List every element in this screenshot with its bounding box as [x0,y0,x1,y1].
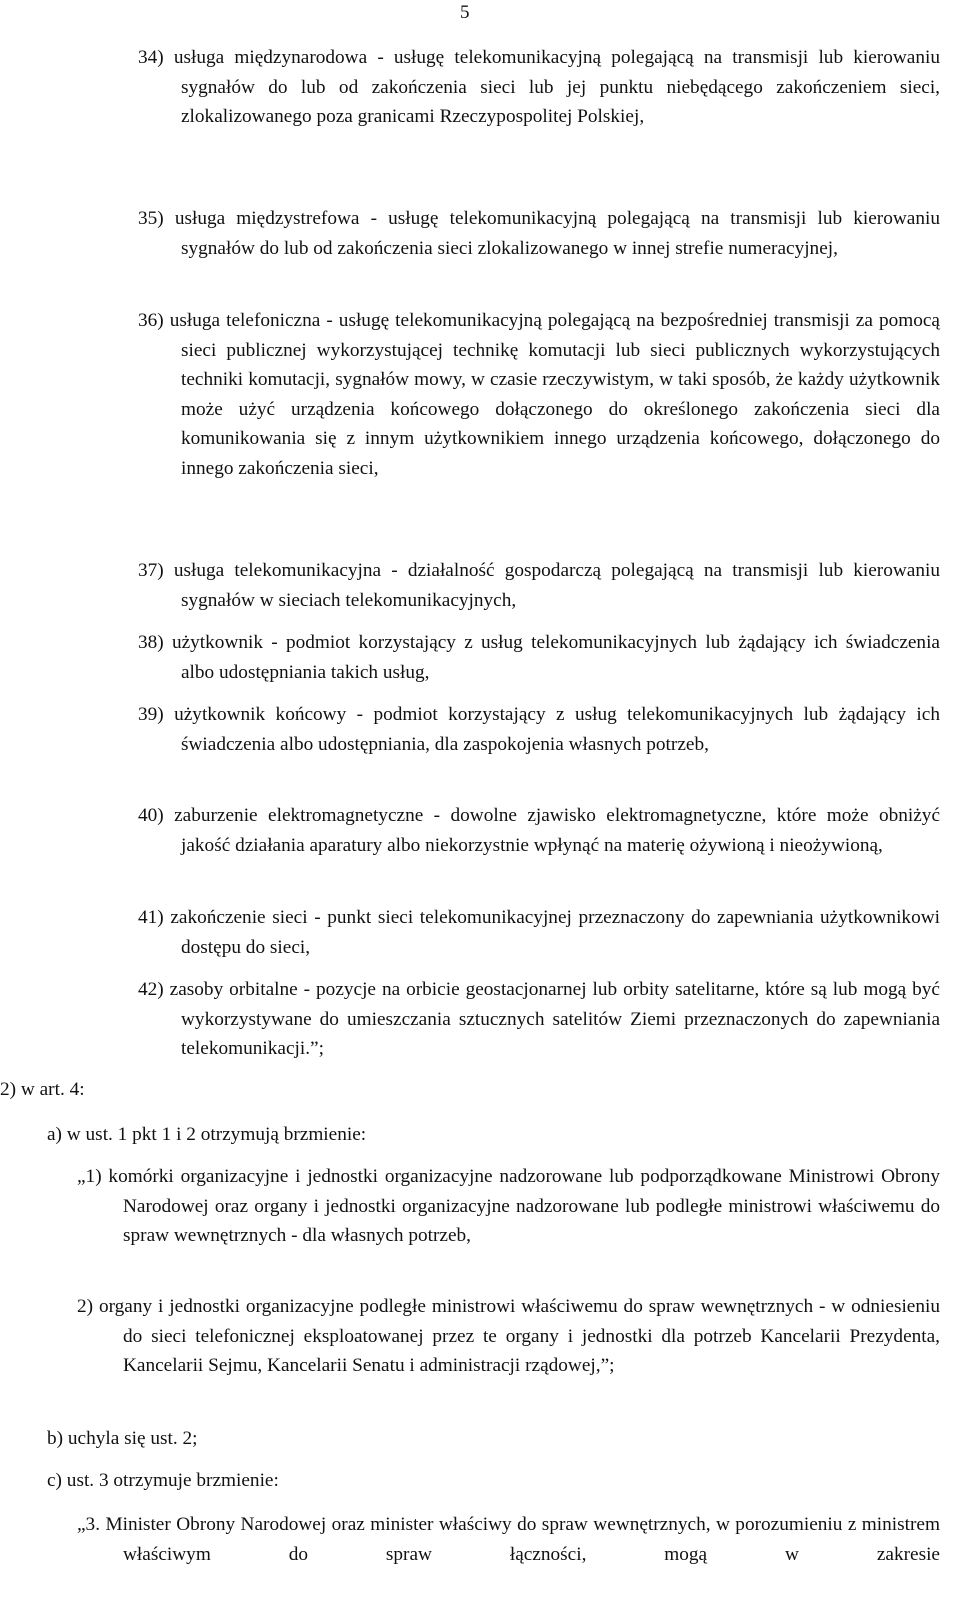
definition-41: 41) zakończenie sieci - punkt sieci telekomunikacyjnej przeznaczony do zapewniania użytkownikowi dostępu do sieci, [138,907,940,958]
definition-34: 34) usługa międzynarodowa - usługę telekomunikacyjną polegającą na transmisji lub kierowaniu sygnałów do lub od zakończenia sieci lub jej punktu niebędącego zakończeniem sieci, zlokalizowanego poza granicami Rzeczypospolitej Polskiej, [138,47,940,127]
definition-42: 42) zasoby orbitalne - pozycje na orbicie geostacjonarnej lub orbity satelitarne, które są lub mogą być wykorzystywane do umieszczania sztucznych satelitów Ziemi przeznaczonych do zapewniania telekomunikacji.”; [138,979,940,1059]
definition-40: 40) zaburzenie elektromagnetyczne - dowolne zjawisko elektromagnetyczne, które może obniżyć jakość działania aparatury albo niekorzystnie wpłynąć na materię ożywioną i nieożywioną, [138,805,940,856]
definition-38: 38) użytkownik - podmiot korzystający z usług telekomunikacyjnych lub żądający ich świadczenia albo udostępniania takich usług, [138,632,940,683]
amendment-2b-label: b) uchyla się ust. 2; [47,1428,198,1449]
definition-37: 37) usługa telekomunikacyjna - działalność gospodarczą polegającą na transmisji lub kierowaniu sygnałów w sieciach telekomunikacyjnych, [138,560,940,611]
amendment-2c-text: „3. Minister Obrony Narodowej oraz minister właściwy do spraw wewnętrznych, w porozumieniu z ministrem właściwym do spraw łączności, mogą w zakresie [77,1514,940,1565]
definition-35: 35) usługa międzystrefowa - usługę telekomunikacyjną polegającą na transmisji lub kierowaniu sygnałów do lub od zakończenia sieci zlokalizowanego w innej strefie numeracyjnej, [138,208,940,259]
amendment-2a-label: a) w ust. 1 pkt 1 i 2 otrzymują brzmienie: [47,1124,367,1145]
amendment-2a-item-2: 2) organy i jednostki organizacyjne podległe ministrowi właściwemu do spraw wewnętrznych - w odniesieniu do sieci telefonicznej eksploatowanej przez te organy i jednostki dla potrzeb Kancelarii Prezydenta, Kancelarii Sejmu, Kancelarii Senatu i administracji rządowej,”; [77,1296,940,1376]
amendment-2-heading: 2) w art. 4: [0,1079,85,1100]
amendment-2c-label: c) ust. 3 otrzymuje brzmienie: [47,1470,279,1491]
amendment-2a-item-1: „1) komórki organizacyjne i jednostki organizacyjne nadzorowane lub podporządkowane Ministrowi Obrony Narodowej oraz organy i jednostki organizacyjne nadzorowane lub podległe ministrowi właściwemu do spraw wewnętrznych - dla własnych potrzeb, [77,1166,940,1246]
definition-39: 39) użytkownik końcowy - podmiot korzystający z usług telekomunikacyjnych lub żądający ich świadczenia albo udostępniania, dla zaspokojenia własnych potrzeb, [138,704,940,755]
page-number: 5 [460,2,470,23]
definition-36: 36) usługa telefoniczna - usługę telekomunikacyjną polegającą na bezpośredniej transmisji za pomocą sieci publicznej wykorzystującej technikę komutacji lub sieci publicznych wykorzystujących techniki komutacji, sygnałów mowy, w czasie rzeczywistym, w taki sposób, że każdy użytkownik może użyć urządzenia końcowego dołączonego do określonego zakończenia sieci dla komunikowania się z innym użytkownikiem innego urządzenia końcowego, dołączonego do innego zakończenia sieci, [138,310,940,479]
